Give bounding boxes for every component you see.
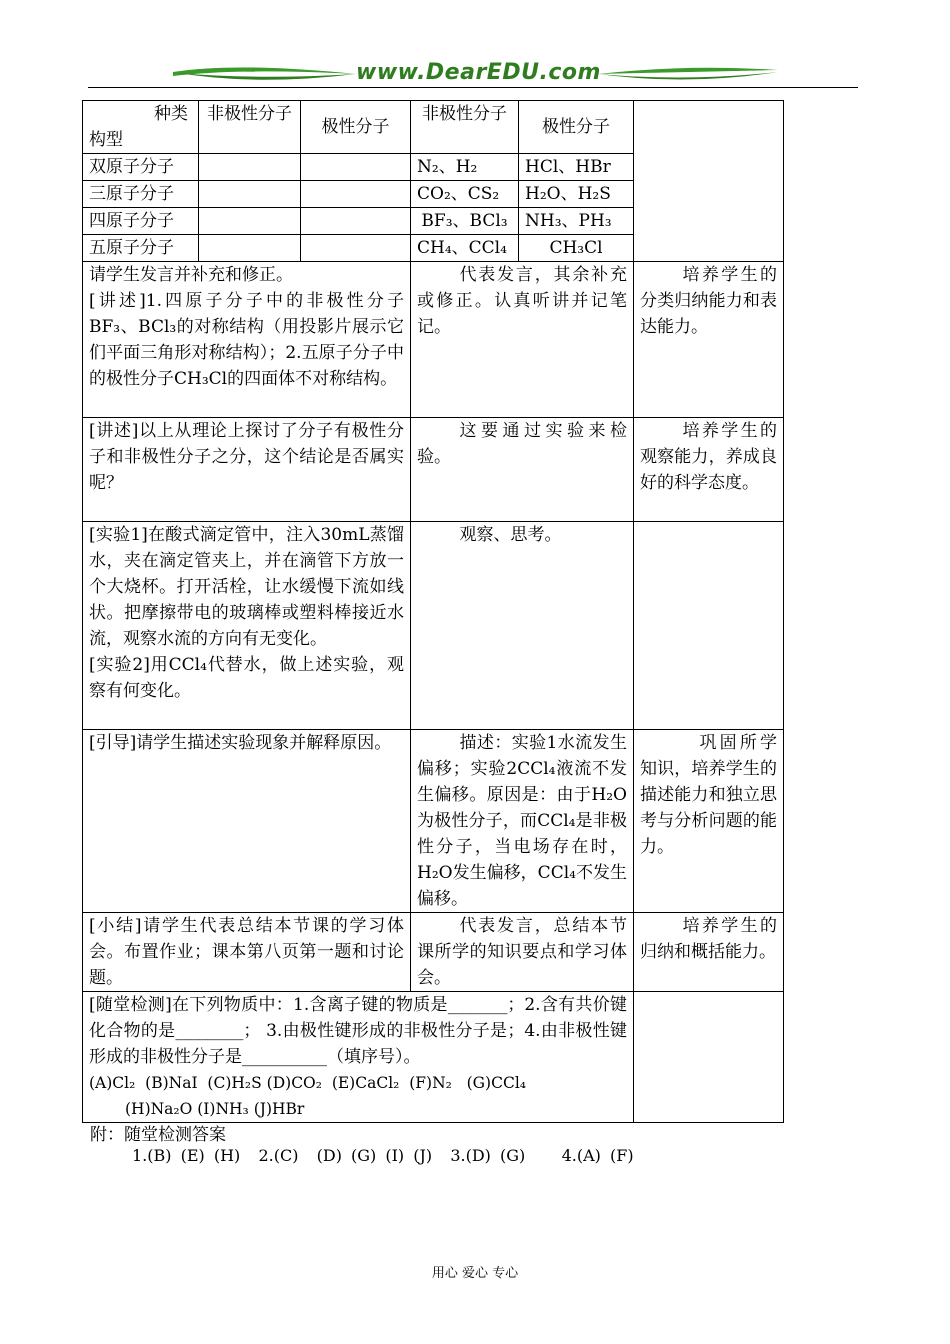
appendix-answers: 1.(B) (E) (H) 2.(C) (D) (G) (I) (J) 3.(D) (G) 4.(A) (F)	[132, 1146, 634, 1165]
teacher-activity: [实验1]在酸式滴定管中，注入30mL蒸馏水，夹在滴定管夹上，并在滴管下方放一个大烧杯。打开活栓，让水缓慢下流如线状。把摩擦带电的玻璃棒或塑料棒接近水流，观察水流的方向有无变化。 [实验2]用CCl₄代替水，做上述实验，观察有何变化。	[83, 522, 411, 730]
polar-value: NH₃、PH₃	[519, 208, 634, 235]
appendix-title: 附：随堂检测答案	[90, 1125, 226, 1145]
polar-value: H₂O、H₂S	[519, 181, 634, 208]
row-label: 四原子分子	[83, 208, 199, 235]
header-divider	[88, 87, 858, 88]
empty-cell	[199, 208, 301, 235]
quiz-row	[83, 992, 784, 1123]
row-label: 双原子分子	[83, 154, 199, 181]
student-activity: 代表发言，其余补充或修正。认真听讲并记笔记。	[411, 262, 634, 418]
table-header-row	[83, 101, 784, 154]
design-purpose	[634, 522, 784, 730]
design-purpose: 巩固所学知识，培养学生的描述能力和独立思考与分析问题的能力。	[634, 730, 784, 913]
teacher-activity: 请学生发言并补充和修正。 [讲述]1.四原子分子中的非极性分子BF₃、BCl₃的对称结构（用投影片展示它们平面三角形对称结构）；2.五原子分子中的极性分子CH₃Cl的四面体不对称结构。	[83, 262, 411, 418]
page-header	[88, 60, 858, 90]
teacher-activity: [讲述]以上从理论上探讨了分子有极性分子和非极性分子之分，这个结论是否属实呢？	[83, 418, 411, 522]
empty-cell	[301, 181, 411, 208]
row-label: 五原子分子	[83, 235, 199, 262]
section-row	[83, 522, 784, 730]
design-purpose: 培养学生的分类归纳能力和表达能力。	[634, 262, 784, 418]
page-footer: 用心 爱心 专心	[431, 1266, 519, 1281]
empty-cell	[301, 208, 411, 235]
student-activity: 这要通过实验来检验。	[411, 418, 634, 522]
design-purpose: 培养学生的观察能力，养成良好的科学态度。	[634, 418, 784, 522]
empty-cell	[301, 235, 411, 262]
nonpolar-value: CH₄、CCl₄	[411, 235, 519, 262]
lesson-table	[82, 100, 784, 1123]
student-activity: 观察、思考。	[411, 522, 634, 730]
section-row	[83, 418, 784, 522]
header-nonpolar-1: 非极性分子	[199, 101, 301, 154]
section-row	[83, 913, 784, 992]
corner-top-label: 种类	[154, 104, 188, 124]
student-activity: 描述：实验1水流发生偏移；实验2CCl₄液流不发生偏移。原因是：由于H₂O为极性分子，而CCl₄是非极性分子，当电场存在时，H₂O发生偏移，CCl₄不发生偏移。	[411, 730, 634, 913]
polar-value: HCl、HBr	[519, 154, 634, 181]
site-logo: www.DearEDU.com	[356, 60, 601, 85]
section-row	[83, 262, 784, 418]
quiz-cell	[83, 992, 634, 1123]
empty-purpose-cell	[634, 101, 784, 262]
header-polar-1: 极性分子	[301, 101, 411, 154]
corner-cell	[83, 101, 199, 154]
empty-cell	[199, 181, 301, 208]
polar-value: CH₃Cl	[519, 235, 634, 262]
nonpolar-value: CO₂、CS₂	[411, 181, 519, 208]
teacher-activity: [小结]请学生代表总结本节课的学习体会。布置作业；课本第八页第一题和讨论题。	[83, 913, 411, 992]
nonpolar-value: N₂、H₂	[411, 154, 519, 181]
quiz-options-1: (A)Cl₂ (B)NaI (C)H₂S (D)CO₂ (E)CaCl₂ (F)N₂ (G)CCl₄	[89, 1074, 526, 1092]
empty-cell	[301, 154, 411, 181]
quiz-text: [随堂检测]在下列物质中：1.含离子键的物质是_______；2.含有共价键化合物的是________； 3.由极性键形成的非极性分子是；4.由非极性键形成的非极性分子是__________（填序号）。	[89, 995, 627, 1067]
empty-cell	[199, 235, 301, 262]
quiz-options-2: (H)Na₂O (I)NH₃ (J)HBr	[125, 1100, 305, 1118]
row-label: 三原子分子	[83, 181, 199, 208]
teacher-activity: [引导]请学生描述实验现象并解释原因。	[83, 730, 411, 913]
header-nonpolar-2: 非极性分子	[411, 101, 519, 154]
empty-cell	[199, 154, 301, 181]
corner-bottom-label: 构型	[89, 130, 123, 150]
header-polar-2: 极性分子	[519, 101, 634, 154]
design-purpose: 培养学生的归纳和概括能力。	[634, 913, 784, 992]
nonpolar-value: BF₃、BCl₃	[411, 208, 519, 235]
student-activity: 代表发言，总结本节课所学的知识要点和学习体会。	[411, 913, 634, 992]
section-row	[83, 730, 784, 913]
empty-purpose-cell	[634, 992, 784, 1123]
